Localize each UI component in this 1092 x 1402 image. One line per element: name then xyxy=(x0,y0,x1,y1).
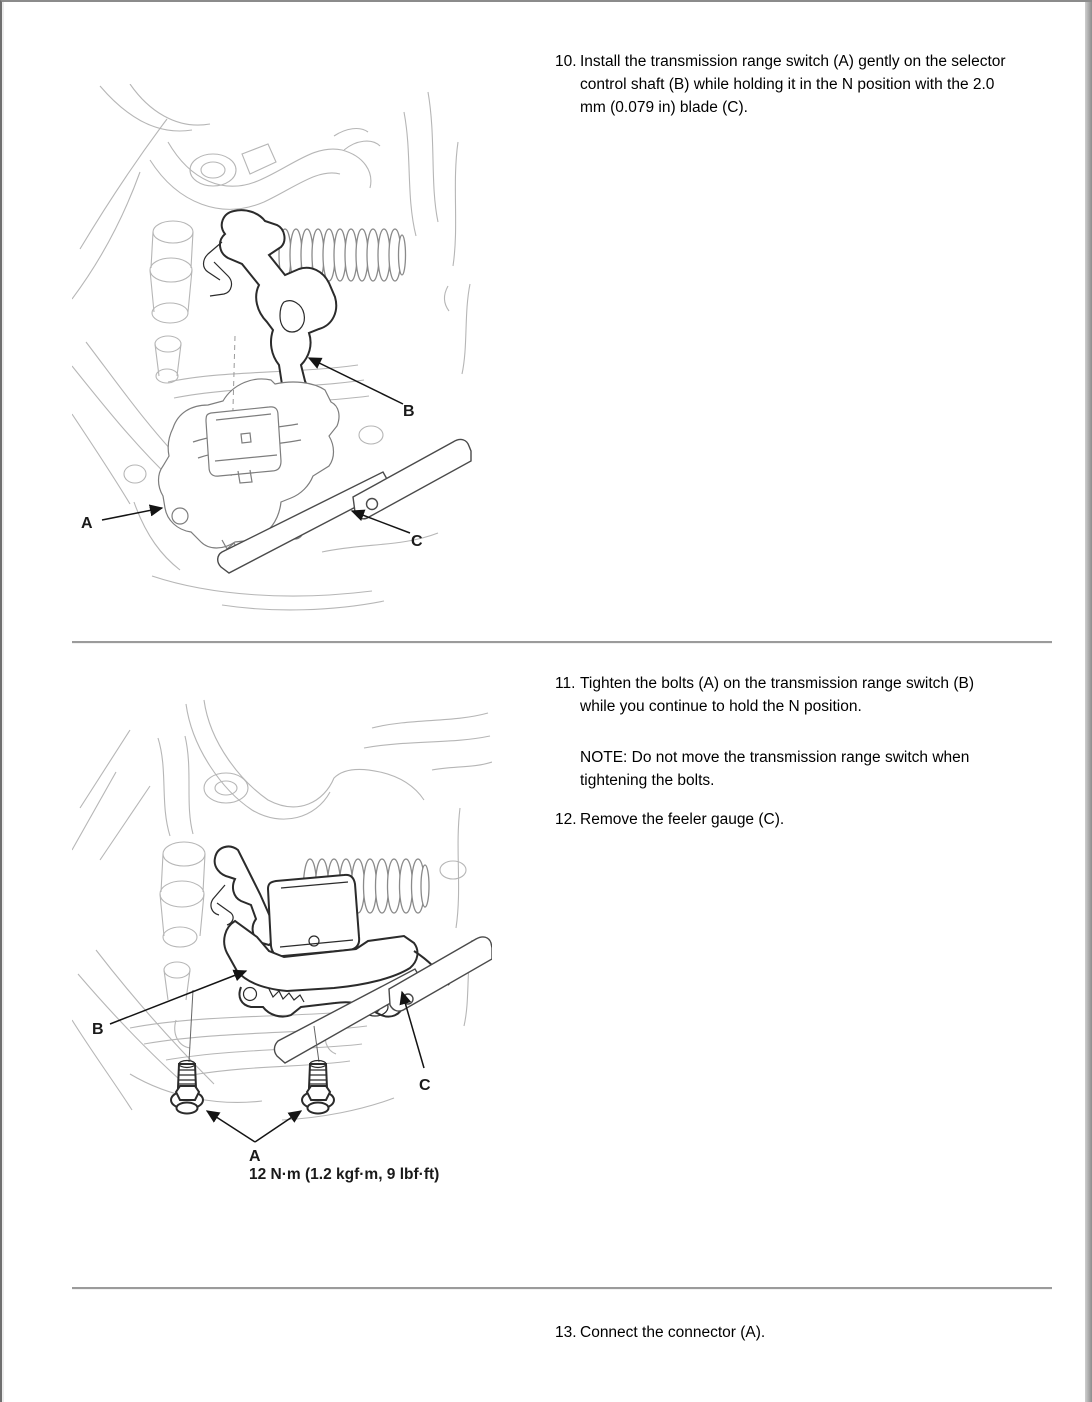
step-12-number: 12. xyxy=(555,811,577,828)
step-11 xyxy=(555,672,1010,718)
arrow-to-right-bolt xyxy=(255,1111,301,1142)
window-right-edge xyxy=(1085,2,1092,1402)
section-divider-2 xyxy=(72,1287,1052,1290)
figure1-label-c: C xyxy=(411,533,423,550)
figure-tighten-range-switch-bolts xyxy=(72,690,492,1190)
step-13-number: 13. xyxy=(555,1324,577,1341)
arrow-to-left-bolt xyxy=(207,1111,255,1142)
figure2-label-a: A xyxy=(249,1148,261,1165)
page-left-edge xyxy=(2,2,4,1402)
arrow-to-switch xyxy=(110,971,246,1024)
step-13-text: Connect the connector (A). xyxy=(580,1324,766,1341)
figure2-label-c: C xyxy=(419,1077,431,1094)
step-13 xyxy=(555,1321,1010,1344)
torque-spec: 12 N·m (1.2 kgf·m, 9 lbf·ft) xyxy=(249,1166,440,1183)
step-10 xyxy=(555,50,1010,119)
figure1-label-b: B xyxy=(403,403,415,420)
step-12-text: Remove the feeler gauge (C). xyxy=(580,811,785,828)
mounting-bolt-right xyxy=(302,1061,334,1114)
step-11-text: Tighten the bolts (A) on the transmission range switch (B) while you continue to hold the N position. xyxy=(580,675,974,715)
figure1-label-a: A xyxy=(81,515,93,532)
arrow-to-blade xyxy=(352,511,410,533)
figure-install-range-switch xyxy=(72,84,472,619)
step-10-text: Install the transmission range switch (A) gently on the selector control shaft (B) while holding it in the N position with the 2.0 mm (0.079 in) blade (C). xyxy=(580,53,1006,116)
section-divider-1 xyxy=(72,641,1052,644)
step-10-number: 10. xyxy=(555,53,577,70)
step-11-number: 11. xyxy=(555,675,576,692)
step-12 xyxy=(555,808,1010,831)
figure2-label-b: B xyxy=(92,1021,104,1038)
arrow-to-switch xyxy=(102,508,162,520)
note-text: NOTE: Do not move the transmission range switch when tightening the bolts. xyxy=(580,749,970,789)
bolt-leader-line xyxy=(189,990,193,1062)
